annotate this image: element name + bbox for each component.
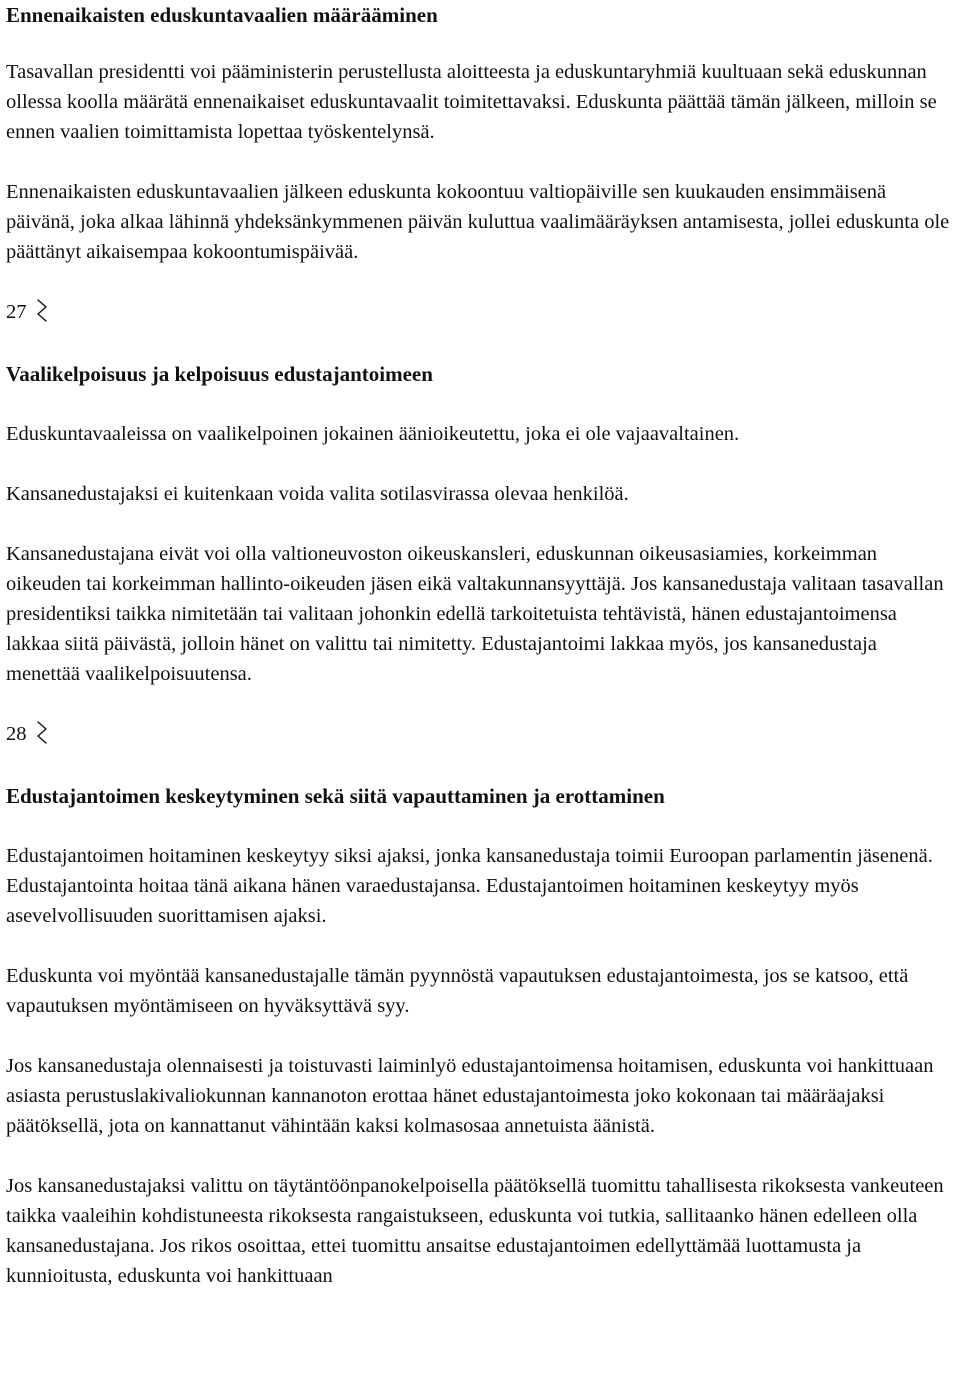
paragraph: Eduskunta voi myöntää kansanedustajalle tämän pyynnöstä vapautuksen edustajantoimesta, jos se katsoo, että vapautuksen myöntämiseen on hyväksyttävä syy. (6, 965, 909, 1017)
paragraph: Ennenaikaisten eduskuntavaalien jälkeen eduskunta kokoontuu valtiopäiville sen kuukauden ensimmäisenä päivänä, joka alkaa lähinnä yhdeksänkymmenen päivän kuluttua vaalimääräyksen antamisesta, jollei eduskunta ole päättänyt aikaisempaa kokoontumispäivää. (6, 181, 950, 263)
section-sign-icon (35, 719, 49, 749)
paragraph: Jos kansanedustaja olennaisesti ja toistuvasti laiminlyö edustajantoimensa hoitamisen, eduskunta voi hankittuaan asiasta perustuslakivaliokunnan kannanoton erottaa hänet edustajantoimesta joko kokonaan tai määräajaksi päätöksellä, jota on kannattanut vähintään kaksi kolmasosaa annetuista äänistä. (6, 1055, 934, 1137)
paragraph: Eduskuntavaaleissa on vaalikelpoinen jokainen äänioikeutettu, joka ei ole vajaavaltainen. (6, 423, 740, 445)
section-number-27 (6, 297, 950, 327)
heading-early-elections: Ennenaikaisten eduskuntavaalien määrääminen (6, 3, 438, 27)
paragraph: Tasavallan presidentti voi pääministerin perustellusta aloitteesta ja eduskuntaryhmiä kuultuaan sekä eduskunnan ollessa koolla määrätä ennenaikaiset eduskuntavaalit toimitettavaksi. Eduskunta päättää tämän jälkeen, milloin se ennen vaalien toimittamista lopettaa työskentelynsä. (6, 61, 937, 143)
heading-section-27: Vaalikelpoisuus ja kelpoisuus edustajantoimeen (6, 362, 433, 386)
section-number: 28 (6, 723, 27, 745)
section-sign-icon (35, 297, 49, 327)
paragraph: Kansanedustajaksi ei kuitenkaan voida valita sotilasvirassa olevaa henkilöä. (6, 483, 629, 505)
paragraph: Kansanedustajana eivät voi olla valtioneuvoston oikeuskansleri, eduskunnan oikeusasiamies, korkeimman oikeuden tai korkeimman hallinto-oikeuden jäsen eikä valtakunnansyyttäjä. Jos kansanedustaja valitaan tasavallan presidentiksi taikka nimitetään tai valitaan johonkin edellä tarkoitetuista tehtävistä, hänen edustajantoimensa lakkaa siitä päivästä, jolloin hänet on valittu tai nimitetty. Edustajantoimi lakkaa myös, jos kansanedustaja menettää vaalikelpoisuutensa. (6, 543, 944, 685)
heading-section-28: Edustajantoimen keskeytyminen sekä siitä vapauttaminen ja erottaminen (6, 784, 665, 808)
section-number: 27 (6, 301, 27, 323)
paragraph: Edustajantoimen hoitaminen keskeytyy siksi ajaksi, jonka kansanedustaja toimii Euroopan parlamentin jäsenenä. Edustajantointa hoitaa tänä aikana hänen varaedustajansa. Edustajantoimen hoitaminen keskeytyy myös asevelvollisuuden suorittamisen ajaksi. (6, 845, 933, 927)
section-number-28 (6, 719, 950, 749)
paragraph: Jos kansanedustajaksi valittu on täytäntöönpanokelpoisella päätöksellä tuomittu tahallisesta rikoksesta vankeuteen taikka vaaleihin kohdistuneesta rikoksesta rangaistukseen, eduskunta voi tutkia, sallitaanko hänen edelleen olla kansanedustajana. Jos rikos osoittaa, ettei tuomittu ansaitse edustajantoimen edellyttämää luottamusta ja kunnioitusta, eduskunta voi hankittuaan (6, 1175, 944, 1287)
